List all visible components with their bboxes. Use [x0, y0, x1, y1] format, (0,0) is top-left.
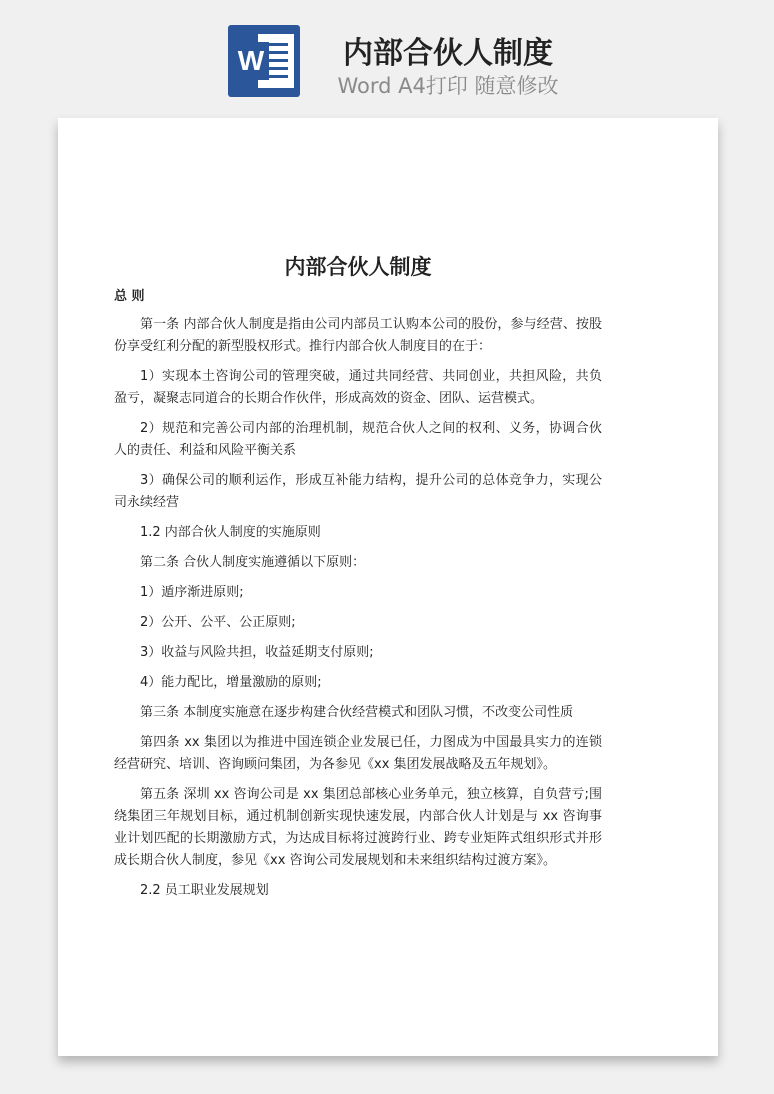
subsection-heading: 1.2 内部合伙人制度的实施原则: [140, 525, 321, 540]
list-item: 3）确保公司的顺利运作，形成互补能力结构，提升公司的总体竞争力，实现公司永续经营: [114, 473, 602, 510]
header: [0, 0, 774, 110]
word-icon: [228, 25, 300, 97]
list-item: 1）实现本土咨询公司的管理突破，通过共同经营、共同创业，共担风险，共负盈亏，凝聚志同道合的长期合作伙伴，形成高效的资金、团队、运营模式。: [114, 369, 602, 406]
header-title: 内部合伙人制度: [343, 36, 553, 71]
article-2: 第二条 合伙人制度实施遵循以下原则：: [140, 555, 366, 570]
document-title: 内部合伙人制度: [284, 255, 432, 279]
article-4: 第四条 xx 集团以为推进中国连锁企业发展已任，力图成为中国最具实力的连锁经营研究、培训、咨询顾问集团，为各参见《xx 集团发展战略及五年规划》。: [114, 735, 602, 772]
article-1: 第一条 内部合伙人制度是指由公司内部员工认购本公司的股份，参与经营、按股份享受红利分配的新型股权形式。推行内部合伙人制度目的在于：: [114, 317, 602, 354]
article-3: 第三条 本制度实施意在逐步构建合伙经营模式和团队习惯，不改变公司性质: [140, 705, 574, 720]
article-5: 第五条 深圳 xx 咨询公司是 xx 集团总部核心业务单元，独立核算，自负营亏;围绕集团三年规划目标，通过机制创新实现快速发展，内部合伙人计划是与 xx 咨询事业计划匹配的长期激励方式，为达成目标将过渡跨行业、跨专业矩阵式组织形式并形成长期合伙人制度，参见《xx 咨询公司发展规划和未来组织结构过渡方案》。: [114, 787, 602, 868]
list-item: 4）能力配比，增量激励的原则;: [140, 675, 322, 690]
section-heading: 总 则: [114, 289, 145, 304]
document-body: [114, 140, 602, 910]
list-item: 2）规范和完善公司内部的治理机制，规范合伙人之间的权利、义务，协调合伙人的责任、利益和风险平衡关系: [114, 421, 602, 458]
header-subtitle: Word A4打印 随意修改: [337, 74, 559, 98]
list-item: 2）公开、公平、公正原则;: [140, 615, 296, 630]
list-item: 1）遁序渐进原则;: [140, 585, 244, 600]
list-item: 3）收益与风险共担，收益延期支付原则;: [140, 645, 374, 660]
word-icon-letter: W: [233, 42, 269, 80]
subsection-heading: 2.2 员工职业发展规划: [140, 883, 269, 898]
